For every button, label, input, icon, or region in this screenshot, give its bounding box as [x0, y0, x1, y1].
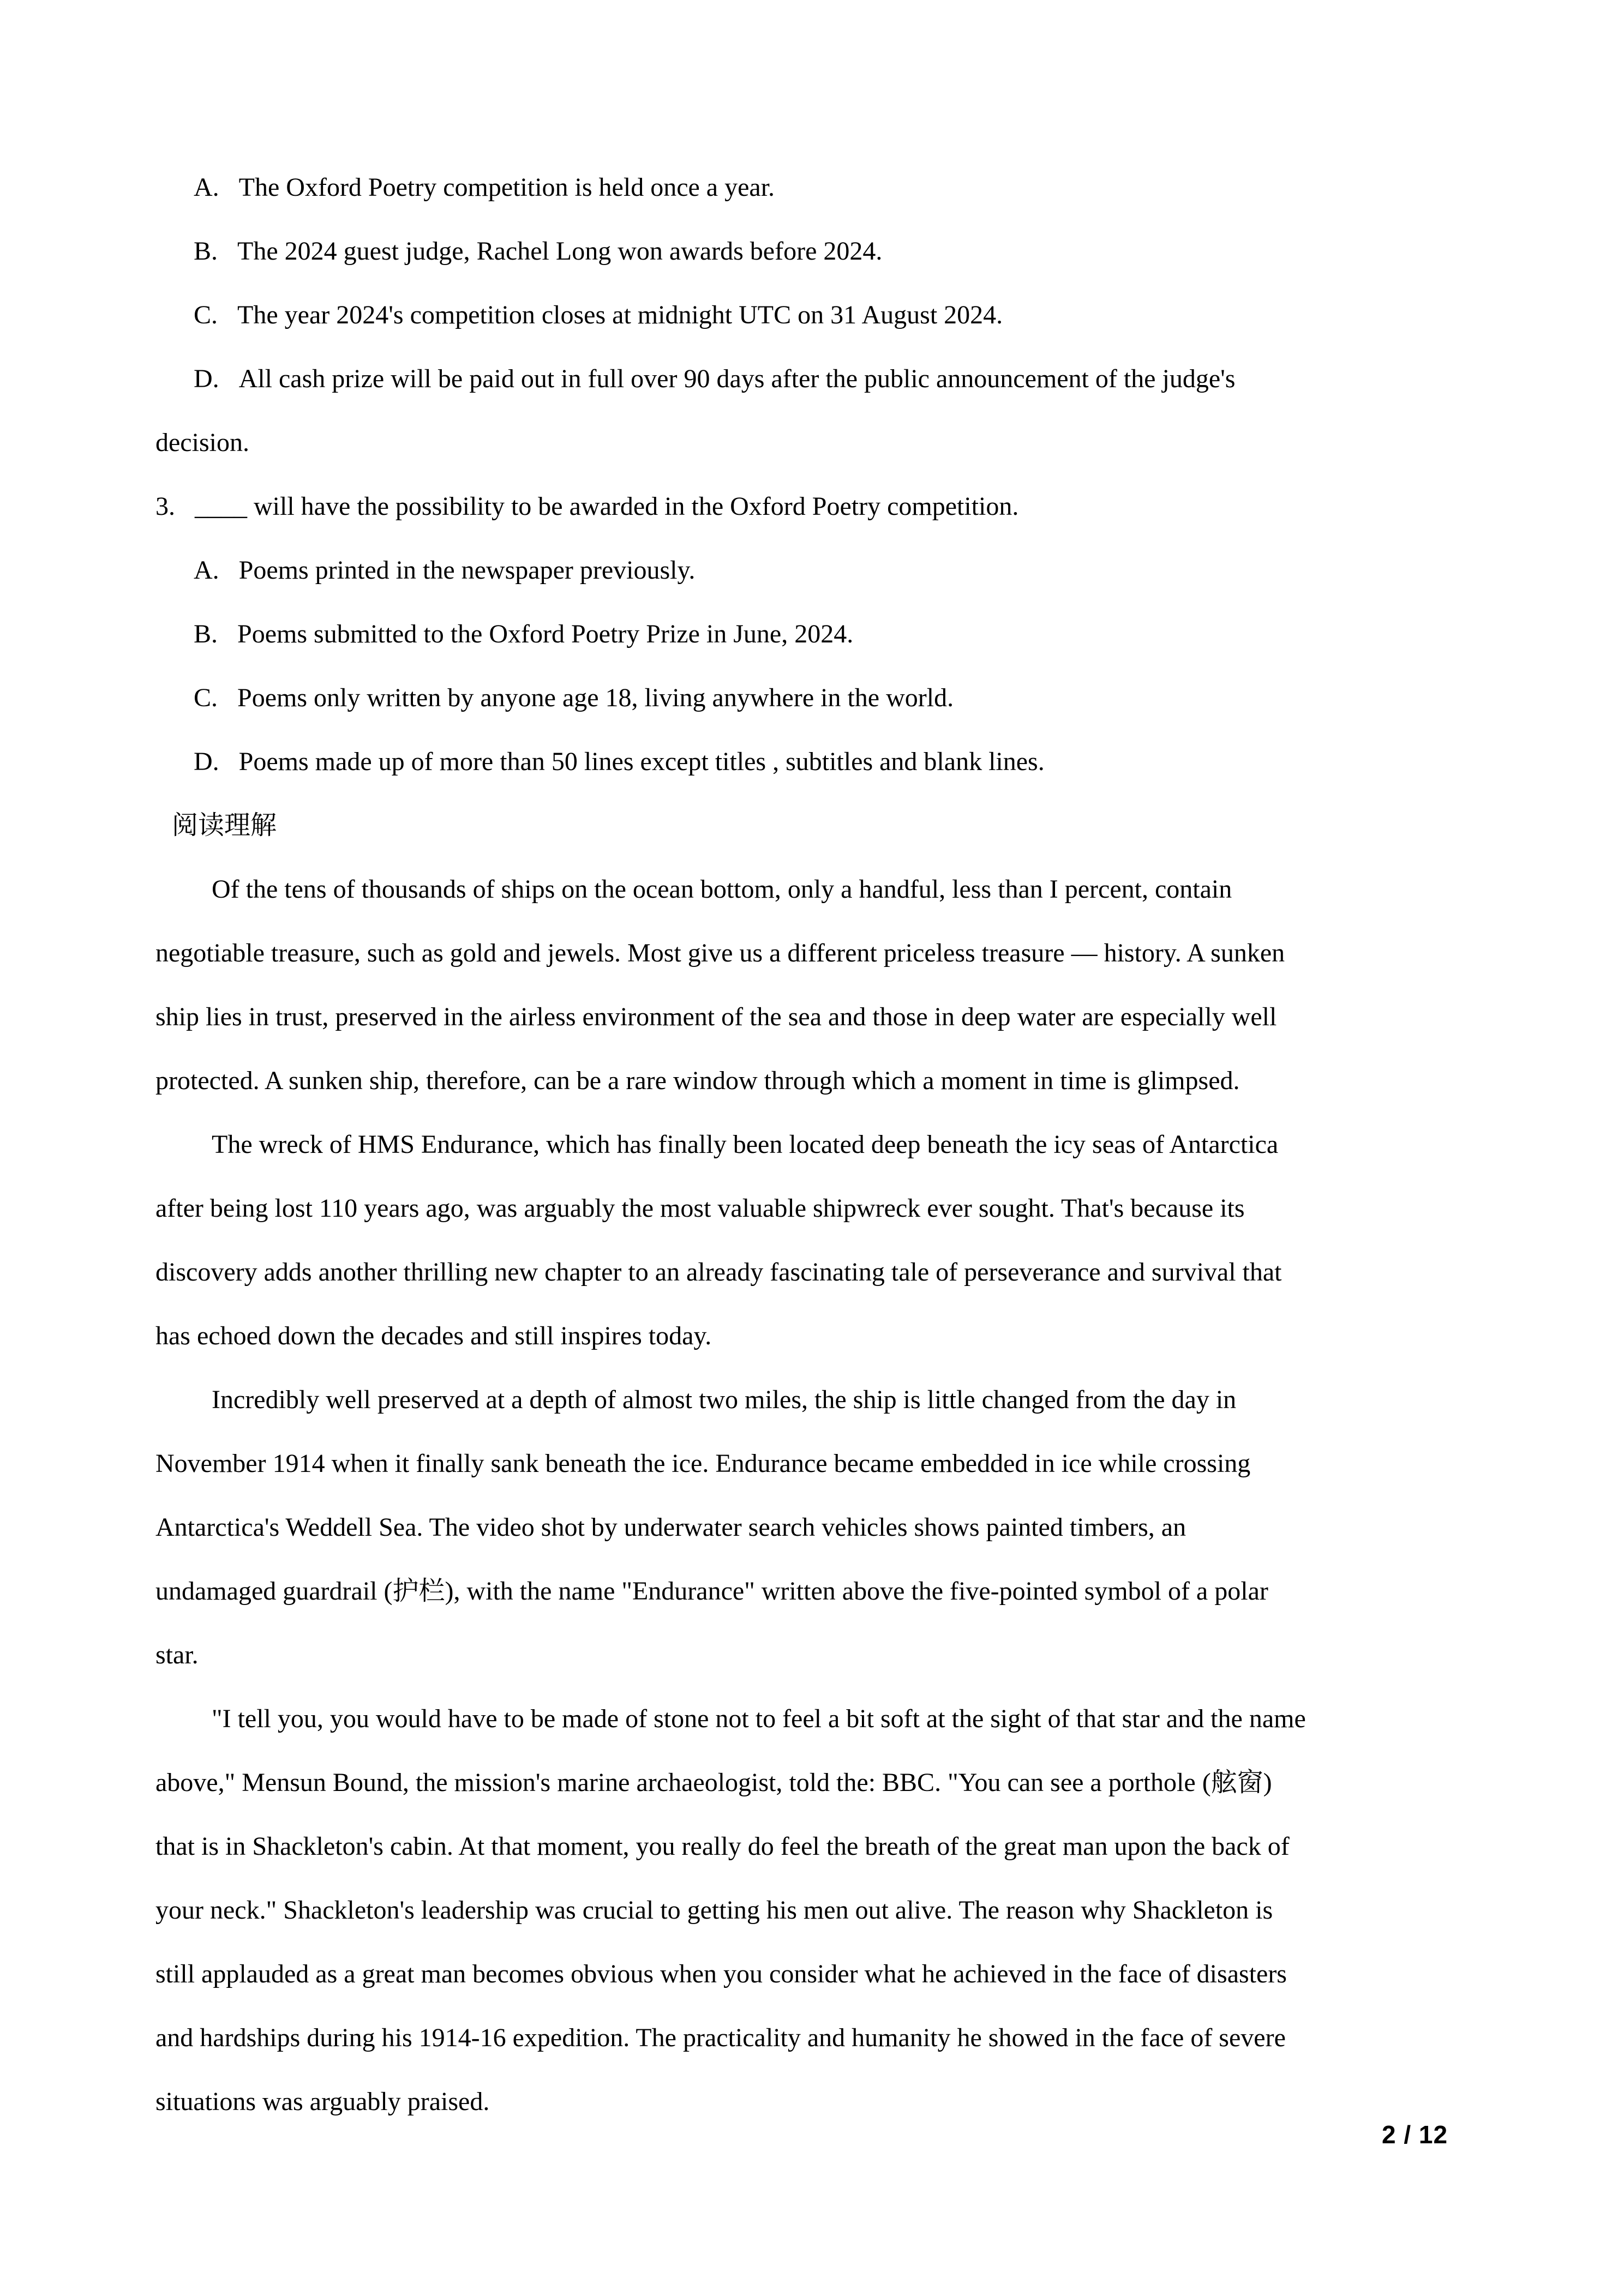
option-line: A. Poems printed in the newspaper previously. — [194, 556, 696, 585]
passage-line: protected. A sunken ship, therefore, can be a rare window through which a moment in time is glimpsed. — [155, 1066, 1240, 1095]
passage-line: The wreck of HMS Endurance, which has finally been located deep beneath the icy seas of Antarctica — [212, 1130, 1279, 1159]
option-line: D. Poems made up of more than 50 lines except titles , subtitles and blank lines. — [194, 747, 1045, 776]
passage-line: undamaged guardrail (护栏), with the name "Endurance" written above the five-pointed symbol of a polar — [155, 1577, 1268, 1606]
option-line: B. The 2024 guest judge, Rachel Long won awards before 2024. — [194, 237, 883, 266]
passage-line: your neck." Shackleton's leadership was crucial to getting his men out alive. The reason why Shackleton is — [155, 1896, 1273, 1925]
passage-line: situations was arguably praised. — [155, 2087, 490, 2116]
question-stem: 3. ____ will have the possibility to be awarded in the Oxford Poetry competition. — [155, 492, 1019, 521]
passage-line: that is in Shackleton's cabin. At that moment, you really do feel the breath of the great man upon the back of — [155, 1832, 1290, 1861]
passage-line: discovery adds another thrilling new chapter to an already fascinating tale of perseverance and survival that — [155, 1258, 1282, 1287]
option-line: D. All cash prize will be paid out in full over 90 days after the public announcement of the judge's — [194, 364, 1236, 393]
option-line: B. Poems submitted to the Oxford Poetry Prize in June, 2024. — [194, 620, 854, 648]
option-continuation-line: decision. — [155, 428, 249, 457]
passage-line: Antarctica's Weddell Sea. The video shot by underwater search vehicles shows painted timbers, an — [155, 1513, 1186, 1542]
option-line: A. The Oxford Poetry competition is held once a year. — [194, 173, 775, 202]
page-number: 2 / 12 — [1382, 2120, 1448, 2149]
passage-line: and hardships during his 1914-16 expedition. The practicality and humanity he showed in the face of severe — [155, 2023, 1286, 2052]
passage-line: has echoed down the decades and still inspires today. — [155, 1321, 712, 1350]
passage-line: after being lost 110 years ago, was arguably the most valuable shipwreck ever sought. That's because its — [155, 1194, 1245, 1223]
page-content — [155, 155, 1552, 2133]
passage-line: November 1914 when it finally sank beneath the ice. Endurance became embedded in ice while crossing — [155, 1449, 1251, 1478]
option-line: C. The year 2024's competition closes at midnight UTC on 31 August 2024. — [194, 300, 1003, 329]
passage-line: still applauded as a great man becomes obvious when you consider what he achieved in the face of disasters — [155, 1960, 1287, 1988]
passage-line: "I tell you, you would have to be made of stone not to feel a bit soft at the sight of that star and the name — [212, 1704, 1306, 1733]
passage-line: star. — [155, 1640, 199, 1669]
passage-line: ship lies in trust, preserved in the airless environment of the sea and those in deep water are especially well — [155, 1002, 1277, 1031]
option-line: C. Poems only written by anyone age 18, living anywhere in the world. — [194, 683, 954, 712]
passage-line: negotiable treasure, such as gold and jewels. Most give us a different priceless treasure — history. A sunken — [155, 939, 1285, 967]
section-header: 阅读理解 — [172, 811, 277, 840]
passage-line: Incredibly well preserved at a depth of almost two miles, the ship is little changed from the day in — [212, 1385, 1237, 1414]
passage-line: above," Mensun Bound, the mission's marine archaeologist, told the: BBC. "You can see a porthole (舷窗) — [155, 1768, 1272, 1797]
passage-line: Of the tens of thousands of ships on the ocean bottom, only a handful, less than I percent, contain — [212, 875, 1232, 904]
